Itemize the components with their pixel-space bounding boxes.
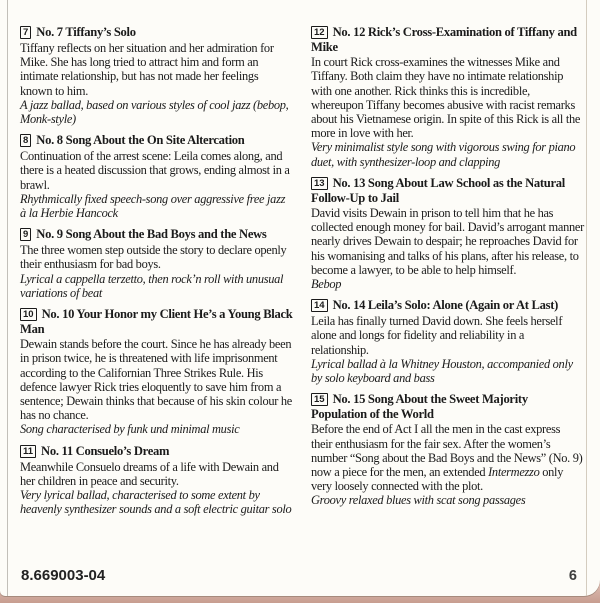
section-style-note: Groovy relaxed blues with scat song passages [311,493,526,508]
section-description [20,243,293,271]
section-description [311,314,584,357]
track-number-badge: 7 [20,26,31,39]
song-section [311,298,584,385]
section-title-text: No. 15 Song About the Sweet Majority Population of the World [311,392,528,422]
song-section [20,444,293,517]
track-number-badge: 14 [311,299,328,312]
description-run: Tiffany reflects on her situation and her admiration for Mike. She has long tried to attract him and form an intimate relationship, but has not made her feelings known to him. [20,41,274,98]
description-run-italic: Intermezzo [488,465,540,480]
description-run: Before the end of Act I all the men in the cast express their enthusiasm for the fair sex. After the women’s number “Song about the Bad Boys and the News” (No. 9) now a piece for the men, an extended [311,422,583,480]
section-title [311,176,584,205]
scan-fold-line [7,0,8,596]
track-number-badge: 13 [311,177,328,190]
song-section [20,227,293,300]
section-title-text: No. 9 Song About the Bad Boys and the News [36,227,267,242]
description-run: Continuation of the arrest scene: Leila comes along, and there is a heated discussion that grows, ending almost in a brawl. [20,149,290,192]
song-section [311,176,584,291]
section-title [20,307,293,336]
track-number-badge: 12 [311,26,328,39]
section-description [20,149,293,192]
track-number-badge: 11 [20,445,36,458]
description-run: Dewain stands before the court. Since he has already been in prison twice, he is threatened with life imprisonment according to the Californian Three Strikes Rule. His defence lawyer Rick tries eloquently to save him from a sentence; Dewain thinks that because of his skin colour he has no chance. [20,337,292,423]
track-number-badge: 9 [20,228,31,241]
section-style-note: A jazz ballad, based on various styles of cool jazz (bebop, Monk-style) [20,97,289,127]
section-style-note: Rhythmically fixed speech-song over aggressive free jazz à la Herbie Hancock [20,191,286,221]
left-column [20,25,293,523]
page-number: 6 [568,568,577,584]
section-style-note: Bebop [311,277,342,292]
description-run: David visits Dewain in prison to tell him that he has collected enough money for bail. David’s arrogant manner nearly drives Dewain to despair; he reproaches David for his womanising and talks of his plans, after his release, to become a lawyer, to be able to help himself. [311,206,584,277]
song-section [311,392,584,507]
section-description [20,337,293,422]
description-run: Meanwhile Consuelo dreams of a life with Dewain and her children in peace and security. [20,459,279,488]
section-style-note: Very minimalist style song with vigorous swing for piano duet, with synthesizer-loop and clapping [311,140,576,169]
scan-edge-line [586,0,587,596]
section-title-text: No. 14 Leila’s Solo: Alone (Again or At Last) [332,298,559,313]
section-style-note: Lyrical a cappella terzetto, then rock’n roll with unusual variations of beat [20,271,284,300]
section-title-text: No. 7 Tiffany’s Solo [36,25,136,39]
section-title [20,444,293,459]
description-run: The three women step outside the story to declare openly their enthusiasm for bad boys. [20,243,287,272]
section-title [20,25,293,40]
section-title [20,227,293,242]
section-title-text: No. 13 Song About Law School as the Natural Follow-Up to Jail [311,175,565,205]
section-title-text: No. 8 Song About the On Site Altercation [36,133,245,148]
section-description [311,422,584,493]
song-section [311,25,584,169]
section-title-text: No. 10 Your Honor my Client He’s a Young Black Man [20,307,293,337]
section-title [311,25,584,54]
section-style-note: Lyrical ballad à la Whitney Houston, accompanied only by solo keyboard and bass [311,356,573,386]
track-number-badge: 8 [20,134,31,147]
section-title-text: No. 11 Consuelo’s Dream [41,443,170,458]
two-column-text [20,25,584,523]
section-title-text: No. 12 Rick’s Cross-Examination of Tiffany and Mike [311,25,577,54]
track-number-badge: 15 [311,393,328,406]
song-section [20,25,293,126]
description-run: only very loosely connected with the plot. [311,465,564,494]
section-description [20,41,293,98]
right-column [311,25,584,523]
track-number-badge: 10 [20,308,37,321]
section-description [311,206,584,277]
section-style-note: Song characterised by funk und minimal music [20,422,240,437]
section-title [20,133,293,148]
section-description [311,55,584,140]
section-description [20,460,293,488]
section-title [311,298,584,313]
description-run: Leila has finally turned David down. She feels herself alone and longs for fidelity and reliability in a relationship. [311,314,563,357]
description-run: In court Rick cross-examines the witnesses Mike and Tiffany. Both claim they have no intimate relationship with one another. Rick thinks this is incredible, whereupon Tiffany becomes abusive with racist remarks about his Vietnamese origin. In spite of this Rick is all the more in love with her. [311,55,581,141]
section-style-note: Very lyrical ballad, characterised to some extent by heavenly synthesizer sounds and a soft electric guitar solo [20,488,292,517]
song-section [20,133,293,220]
song-section [20,307,293,437]
section-title [311,392,584,421]
catalog-number: 8.669003-04 [21,567,106,584]
